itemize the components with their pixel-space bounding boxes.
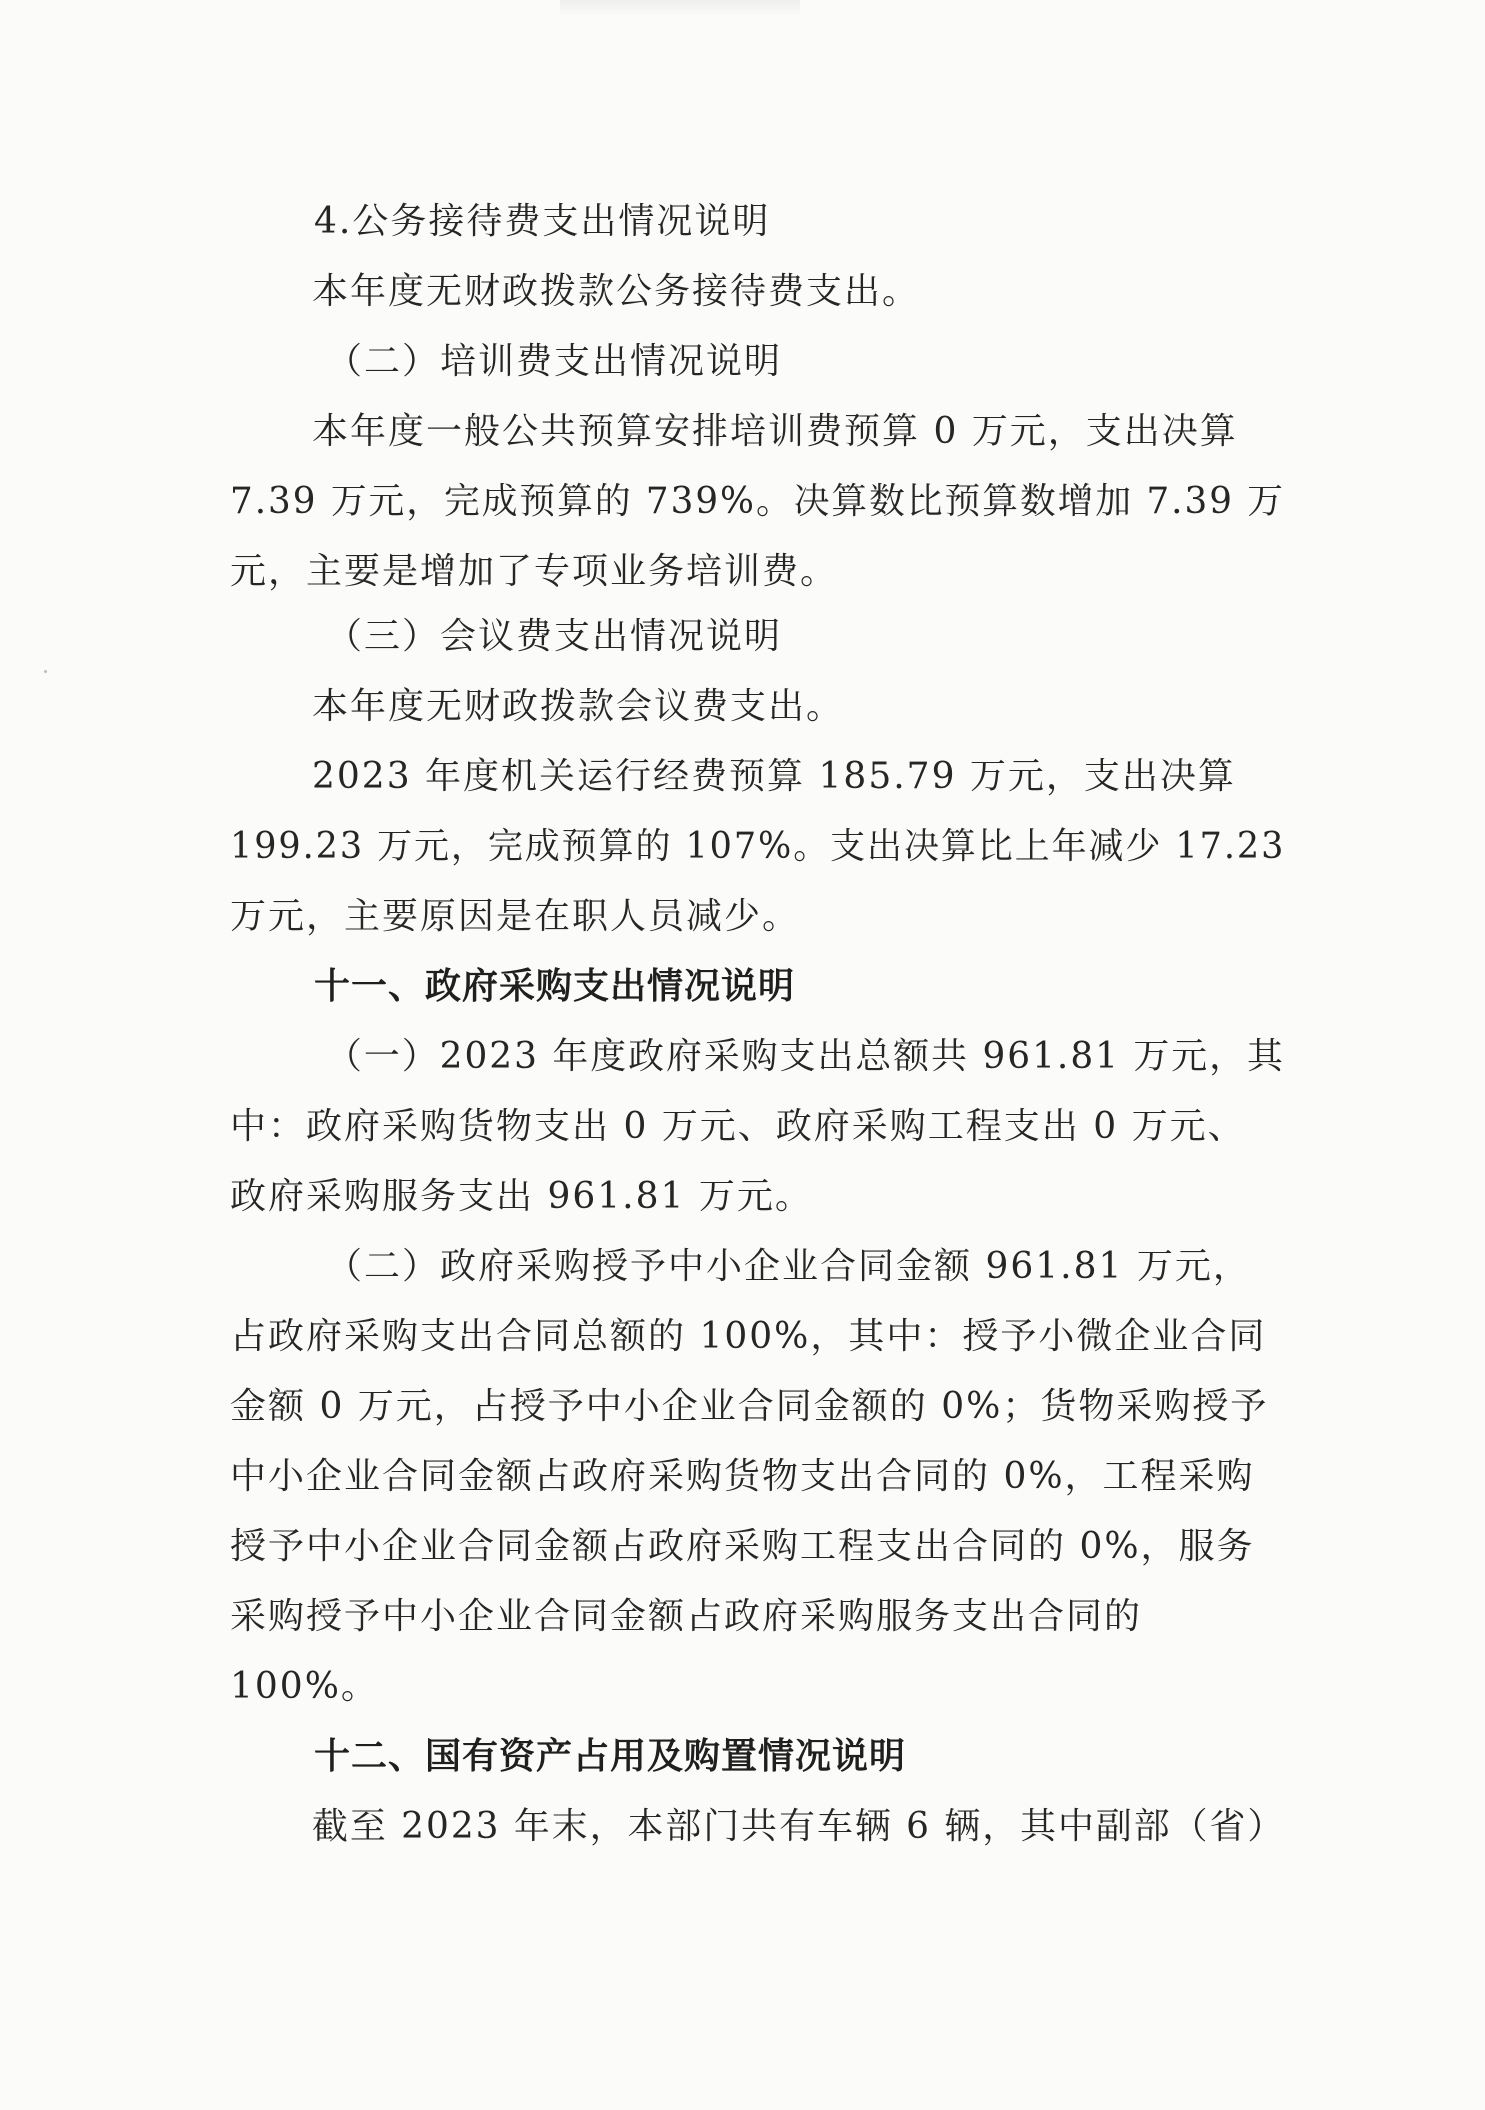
paragraph-heading-meeting: （三）会议费支出情况说明 xyxy=(326,616,783,657)
paragraph-line: 7.39 万元，完成预算的 739%。决算数比预算数增加 7.39 万 xyxy=(230,481,1286,522)
paragraph-line: （一）2023 年度政府采购支出总额共 961.81 万元，其 xyxy=(326,1036,1285,1077)
section-heading-assets: 十二、国有资产占用及购置情况说明 xyxy=(314,1736,907,1777)
paragraph-line: 100%。 xyxy=(230,1666,379,1707)
scan-artifact xyxy=(560,0,800,16)
paragraph-line: 本年度一般公共预算安排培训费预算 0 万元，支出决算 xyxy=(312,411,1238,452)
paragraph-line: 本年度无财政拨款公务接待费支出。 xyxy=(312,271,921,312)
paragraph-line: 2023 年度机关运行经费预算 185.79 万元，支出决算 xyxy=(312,756,1236,797)
paragraph-line: 中：政府采购货物支出 0 万元、政府采购工程支出 0 万元、 xyxy=(230,1106,1246,1147)
scan-speck xyxy=(44,670,47,673)
paragraph-line: 199.23 万元，完成预算的 107%。支出决算比上年减少 17.23 xyxy=(230,826,1286,867)
paragraph-line: 截至 2023 年末，本部门共有车辆 6 辆，其中副部（省） xyxy=(312,1806,1286,1847)
paragraph-line: （二）政府采购授予中小企业合同金额 961.81 万元， xyxy=(326,1246,1251,1287)
paragraph-line: 采购授予中小企业合同金额占政府采购服务支出合同的 xyxy=(230,1596,1143,1637)
paragraph-line: 元，主要是增加了专项业务培训费。 xyxy=(230,551,839,592)
paragraph-line: 本年度无财政拨款会议费支出。 xyxy=(312,686,845,727)
paragraph-heading-training: （二）培训费支出情况说明 xyxy=(326,341,783,382)
paragraph-line: 中小企业合同金额占政府采购货物支出合同的 0%，工程采购 xyxy=(230,1456,1255,1497)
paragraph-line: 占政府采购支出合同总额的 100%，其中：授予小微企业合同 xyxy=(230,1316,1267,1357)
section-heading-procurement: 十一、政府采购支出情况说明 xyxy=(314,966,796,1007)
paragraph-heading-reception: 4.公务接待费支出情况说明 xyxy=(314,201,771,242)
paragraph-line: 万元，主要原因是在职人员减少。 xyxy=(230,896,801,937)
paragraph-line: 政府采购服务支出 961.81 万元。 xyxy=(230,1176,813,1217)
paragraph-line: 金额 0 万元，占授予中小企业合同金额的 0%；货物采购授予 xyxy=(230,1386,1269,1427)
paragraph-line: 授予中小企业合同金额占政府采购工程支出合同的 0%，服务 xyxy=(230,1526,1255,1567)
